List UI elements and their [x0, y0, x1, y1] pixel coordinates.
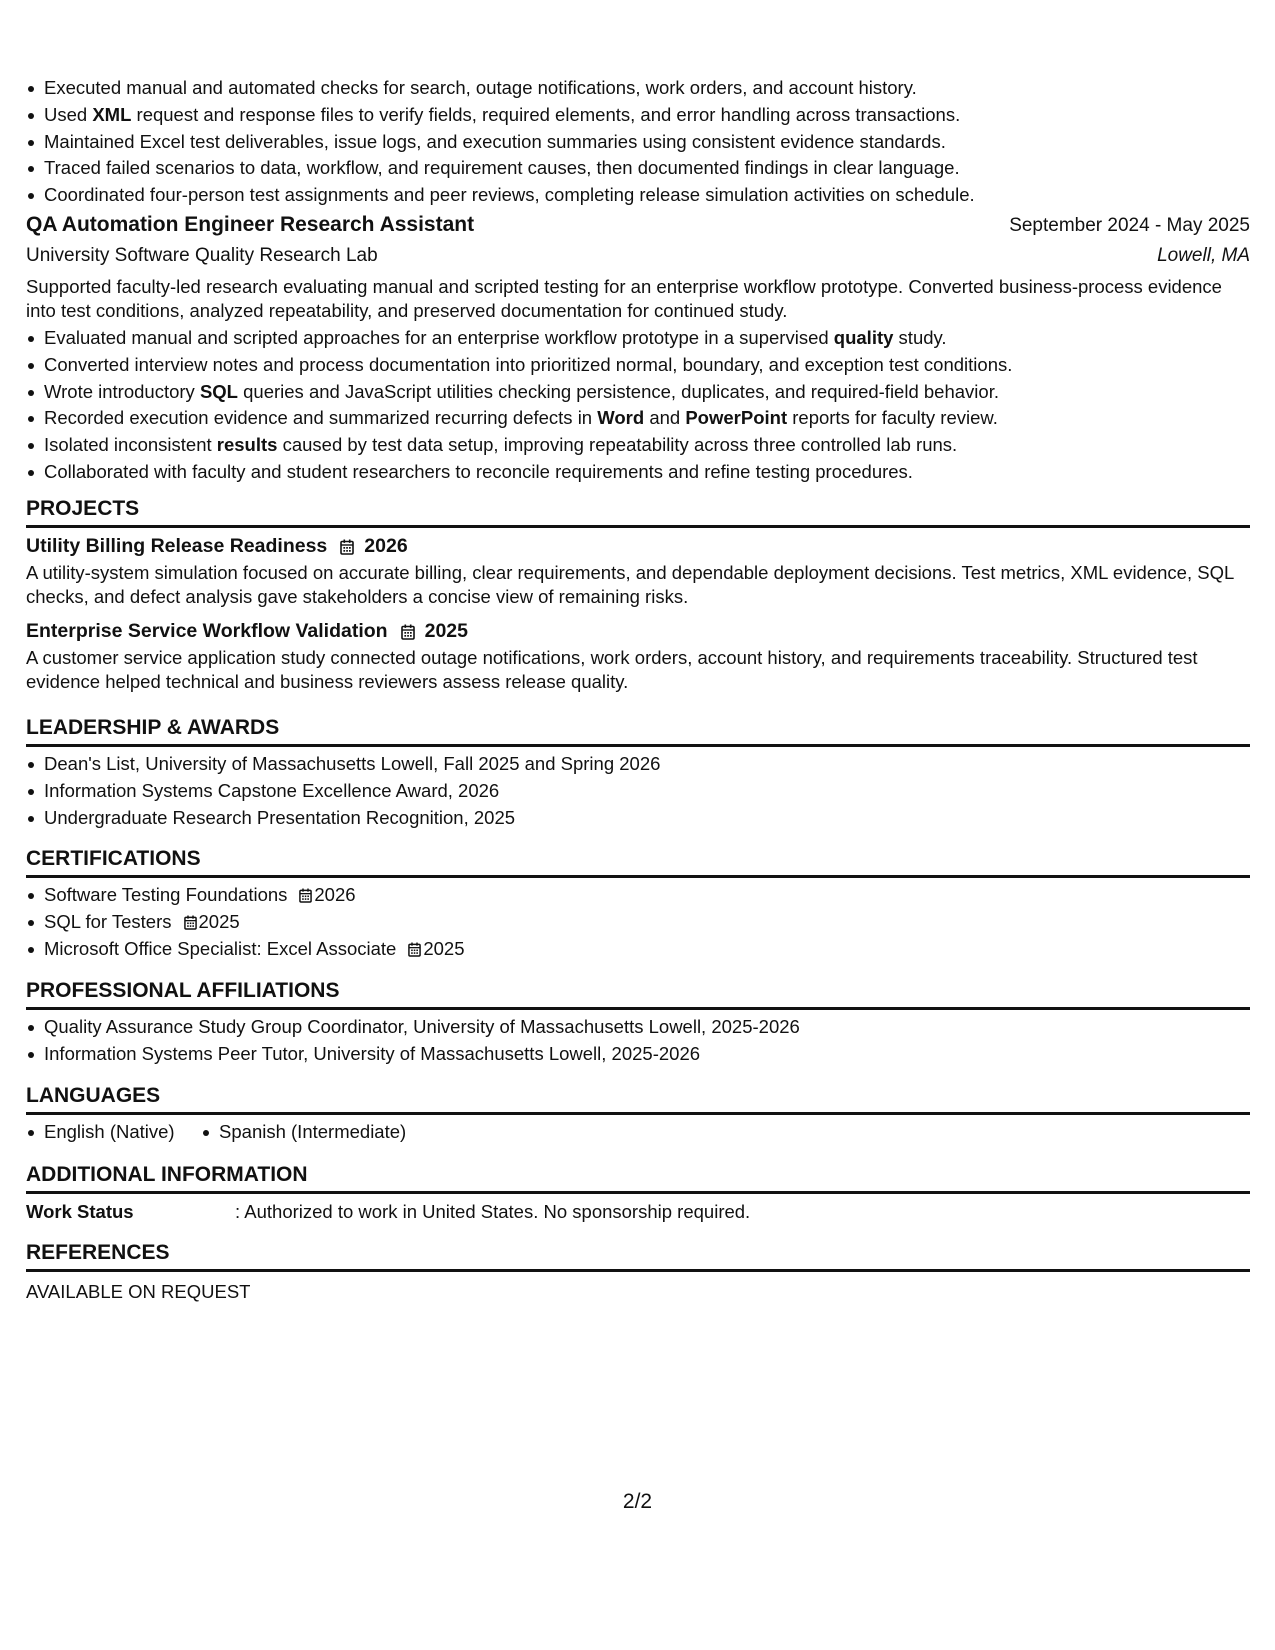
- list-item: Traced failed scenarios to data, workflow, and requirement causes, then documented findings in clear language.: [26, 155, 1250, 182]
- list-item: Used XML request and response files to verify fields, required elements, and error handling across transactions.: [26, 102, 1250, 129]
- list-item: Maintained Excel test deliverables, issue logs, and execution summaries using consistent evidence standards.: [26, 129, 1250, 156]
- previous-job-section: [26, 75, 1250, 209]
- project-item: [26, 535, 1250, 609]
- section-title-certifications: CERTIFICATIONS: [26, 846, 1250, 878]
- certification-year: 2025: [198, 910, 240, 932]
- section-title-projects: PROJECTS: [26, 496, 1250, 528]
- certification-year: 2026: [314, 884, 356, 905]
- project-description: A customer service application study connected outage notifications, work orders, account history, and requirements traceability. Structured test evidence helped technical and business reviewers assess release quality.: [26, 647, 1198, 692]
- list-item: Isolated inconsistent results caused by test data setup, improving repeatability across three controlled lab runs.: [26, 432, 1250, 459]
- calendar-icon: [299, 888, 312, 903]
- project-description: A utility-system simulation focused on accurate billing, clear requirements, and dependable deployment decisions. Test metrics, XML evidence, SQL checks, and defect analysis gave stakeholders a concise view of remaining risks.: [26, 562, 1234, 607]
- list-item: Quality Assurance Study Group Coordinator, University of Massachusetts Lowell, 2025-2026: [26, 1014, 1250, 1041]
- projects-section: [26, 496, 1250, 694]
- list-item: Dean's List, University of Massachusetts Lowell, Fall 2025 and Spring 2026: [26, 751, 1250, 778]
- awards-list: [26, 751, 1250, 831]
- list-item: [26, 909, 1250, 936]
- list-item: Spanish (Intermediate): [201, 1119, 406, 1146]
- calendar-icon: [184, 915, 197, 930]
- job-summary: Supported faculty-led research evaluating manual and scripted testing for an enterprise workflow prototype. Converted business-process evidence into test conditions, analyzed repeatability, and preserved documentation for continued study.: [26, 276, 1222, 321]
- job-title: QA Automation Engineer Research Assistant: [26, 213, 475, 236]
- calendar-icon: [408, 942, 421, 957]
- project-year: 2026: [364, 535, 408, 557]
- project-name: Enterprise Service Workflow Validation: [26, 620, 388, 642]
- list-item: Wrote introductory SQL queries and JavaScript utilities checking persistence, duplicates, and required-field behavior.: [26, 379, 1250, 406]
- section-title-languages: LANGUAGES: [26, 1083, 1250, 1115]
- project-year: 2025: [424, 620, 468, 642]
- certification-name: Microsoft Office Specialist: Excel Associate: [44, 937, 397, 959]
- job-organization: University Software Quality Research Lab: [26, 245, 378, 266]
- section-title-references: REFERENCES: [26, 1240, 1250, 1272]
- list-item: Recorded execution evidence and summarized recurring defects in Word and PowerPoint reports for faculty review.: [26, 405, 1250, 432]
- list-item: [26, 936, 1250, 963]
- list-item: Evaluated manual and scripted approaches for an enterprise workflow prototype in a supervised quality study.: [26, 325, 1250, 352]
- work-status-row: [26, 1201, 1250, 1223]
- affiliations-section: [26, 978, 1250, 1068]
- certifications-section: [26, 846, 1250, 962]
- section-title-additional: ADDITIONAL INFORMATION: [26, 1162, 1250, 1194]
- job-bullets: [26, 325, 1250, 486]
- languages-section: [26, 1083, 1250, 1146]
- list-item: Information Systems Capstone Excellence Award, 2026: [26, 778, 1250, 805]
- job-location: Lowell, MA: [1157, 245, 1250, 266]
- page-number: 2/2: [622, 1490, 653, 1513]
- list-item: Coordinated four-person test assignments and peer reviews, completing release simulation activities on schedule.: [26, 182, 1250, 209]
- work-status-label: Work Status: [26, 1201, 134, 1222]
- awards-section: [26, 715, 1250, 831]
- project-name: Utility Billing Release Readiness: [26, 535, 328, 557]
- calendar-icon: [401, 624, 415, 640]
- project-item: [26, 620, 1250, 694]
- certification-name: Software Testing Foundations: [44, 884, 288, 905]
- references-text: AVAILABLE ON REQUEST: [26, 1281, 251, 1302]
- list-item: Collaborated with faculty and student researchers to reconcile requirements and refine testing procedures.: [26, 459, 1250, 486]
- certifications-list: [26, 882, 1250, 962]
- previous-job-bullets: [26, 75, 1250, 209]
- job-subheader: [26, 245, 1250, 267]
- list-item: Converted interview notes and process documentation into prioritized normal, boundary, and exception test conditions.: [26, 352, 1250, 379]
- references-section: [26, 1240, 1250, 1304]
- section-title-awards: LEADERSHIP & AWARDS: [26, 715, 1250, 747]
- project-header: [26, 535, 1250, 558]
- list-item: English (Native): [26, 1119, 175, 1146]
- additional-info-section: [26, 1162, 1250, 1223]
- job-header: [26, 213, 1250, 237]
- affiliations-list: [26, 1014, 1250, 1068]
- certification-year: 2025: [423, 937, 465, 959]
- certification-name: SQL for Testers: [44, 910, 172, 932]
- experience-entry: [26, 213, 1250, 486]
- job-dates: September 2024 - May 2025: [1009, 215, 1250, 236]
- list-item: Information Systems Peer Tutor, University of Massachusetts Lowell, 2025-2026: [26, 1041, 1250, 1068]
- list-item: Undergraduate Research Presentation Recognition, 2025: [26, 805, 1250, 832]
- list-item: Executed manual and automated checks for search, outage notifications, work orders, and account history.: [26, 75, 1250, 102]
- list-item: [26, 882, 1250, 909]
- work-status-value: : Authorized to work in United States. No sponsorship required.: [235, 1201, 751, 1222]
- project-header: [26, 620, 1250, 643]
- calendar-icon: [340, 539, 354, 555]
- languages-list: [26, 1119, 1250, 1146]
- section-title-affiliations: PROFESSIONAL AFFILIATIONS: [26, 978, 1250, 1010]
